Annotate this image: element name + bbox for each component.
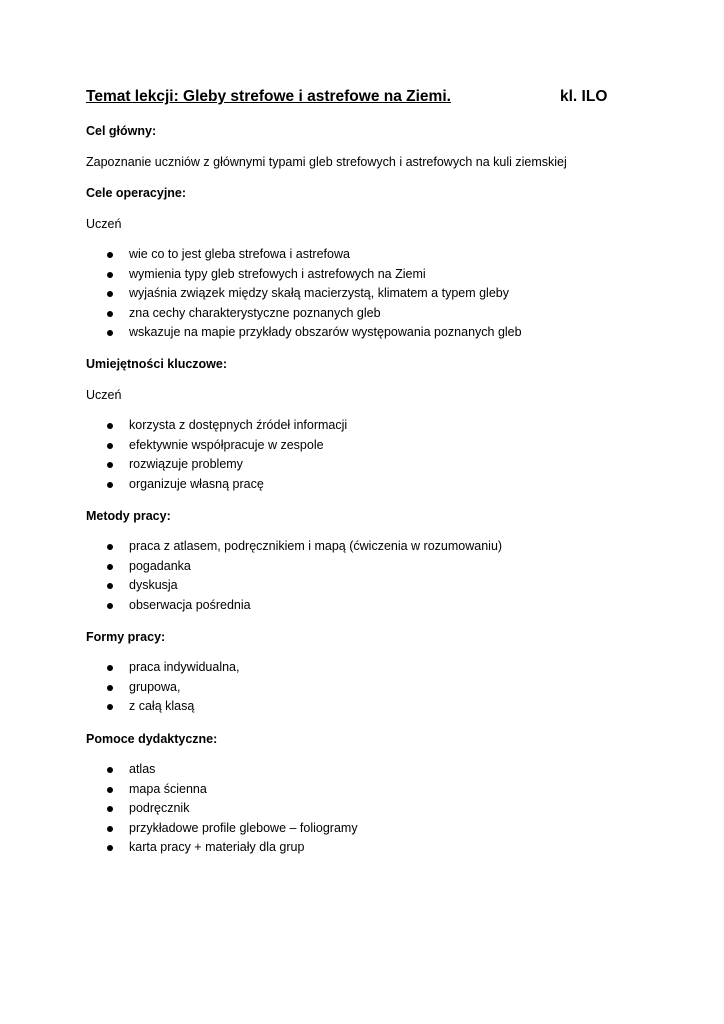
document-page: Temat lekcji: Gleby strefowe i astrefowe na Ziemi. kl. ILO Cel główny: Zapoznanie uczniów z głównymi typami gleb strefowych i astrefowych na kuli ziemskiej Cele operacyjne: Uczeń wie co to jest gleba strefowa i astrefowa wymienia typy gleb strefowych i astrefowych na Ziemi wyjaśnia związek między skałą macierzystą, klimatem a typem gleby zna cechy charakterystyczne poznanych gleb wskazuje na mapie przykłady obszarów występowania poznanych gleb Umiejętności kluczowe: Uczeń korzysta z dostępnych źródeł informacji efektywnie współpracuje w zespole rozwiązuje problemy organizuje własną pracę Metody pracy: praca z atlasem, podręcznikiem i mapą (ćwiczenia w rozumowaniu) pogadanka dyskusja obserwacja pośrednia Formy pracy: praca indywidualna, grupowa, z całą klasą Pomoce dydaktyczne: atlas mapa ścienna podręcznik przykładowe profile glebowe – foliogramy karta pracy + materiały dla grup (86, 88, 608, 854)
bullet-icon (107, 826, 113, 832)
bullet-icon (107, 252, 113, 258)
bullet-icon (107, 787, 113, 793)
bullet-icon (107, 603, 113, 609)
bullet-icon (107, 544, 113, 550)
main-goal-text: Zapoznanie uczniów z głównymi typami gleb strefowych i astrefowych na kuli ziemskiej (86, 155, 567, 169)
class-label: kl. ILO (560, 88, 608, 105)
bullet-icon (107, 564, 113, 570)
title-row (86, 86, 606, 108)
forms-heading: Formy pracy: (86, 630, 166, 644)
methods-heading: Metody pracy: (86, 509, 171, 523)
bullet-icon (107, 462, 113, 468)
key-skills-heading: Umiejętności kluczowe: (86, 357, 228, 371)
bullet-icon (107, 272, 113, 278)
bullet-icon (107, 482, 113, 488)
bullet-icon (107, 665, 113, 671)
bullet-icon (107, 704, 113, 710)
aids-heading: Pomoce dydaktyczne: (86, 732, 218, 746)
key-skills-intro: Uczeń (86, 388, 122, 402)
bullet-icon (107, 443, 113, 449)
bullet-icon (107, 685, 113, 691)
bullet-icon (107, 767, 113, 773)
bullet-icon (107, 806, 113, 812)
bullet-icon (107, 583, 113, 589)
operational-goals-heading: Cele operacyjne: (86, 186, 187, 200)
bullet-icon (107, 330, 113, 336)
main-goal-heading: Cel główny: (86, 124, 157, 138)
bullet-icon (107, 291, 113, 297)
bullet-icon (107, 423, 113, 429)
bullet-icon (107, 845, 113, 851)
operational-goals-intro: Uczeń (86, 217, 122, 231)
bullet-icon (107, 311, 113, 317)
lesson-title: Temat lekcji: Gleby strefowe i astrefowe na Ziemi. (86, 88, 451, 105)
